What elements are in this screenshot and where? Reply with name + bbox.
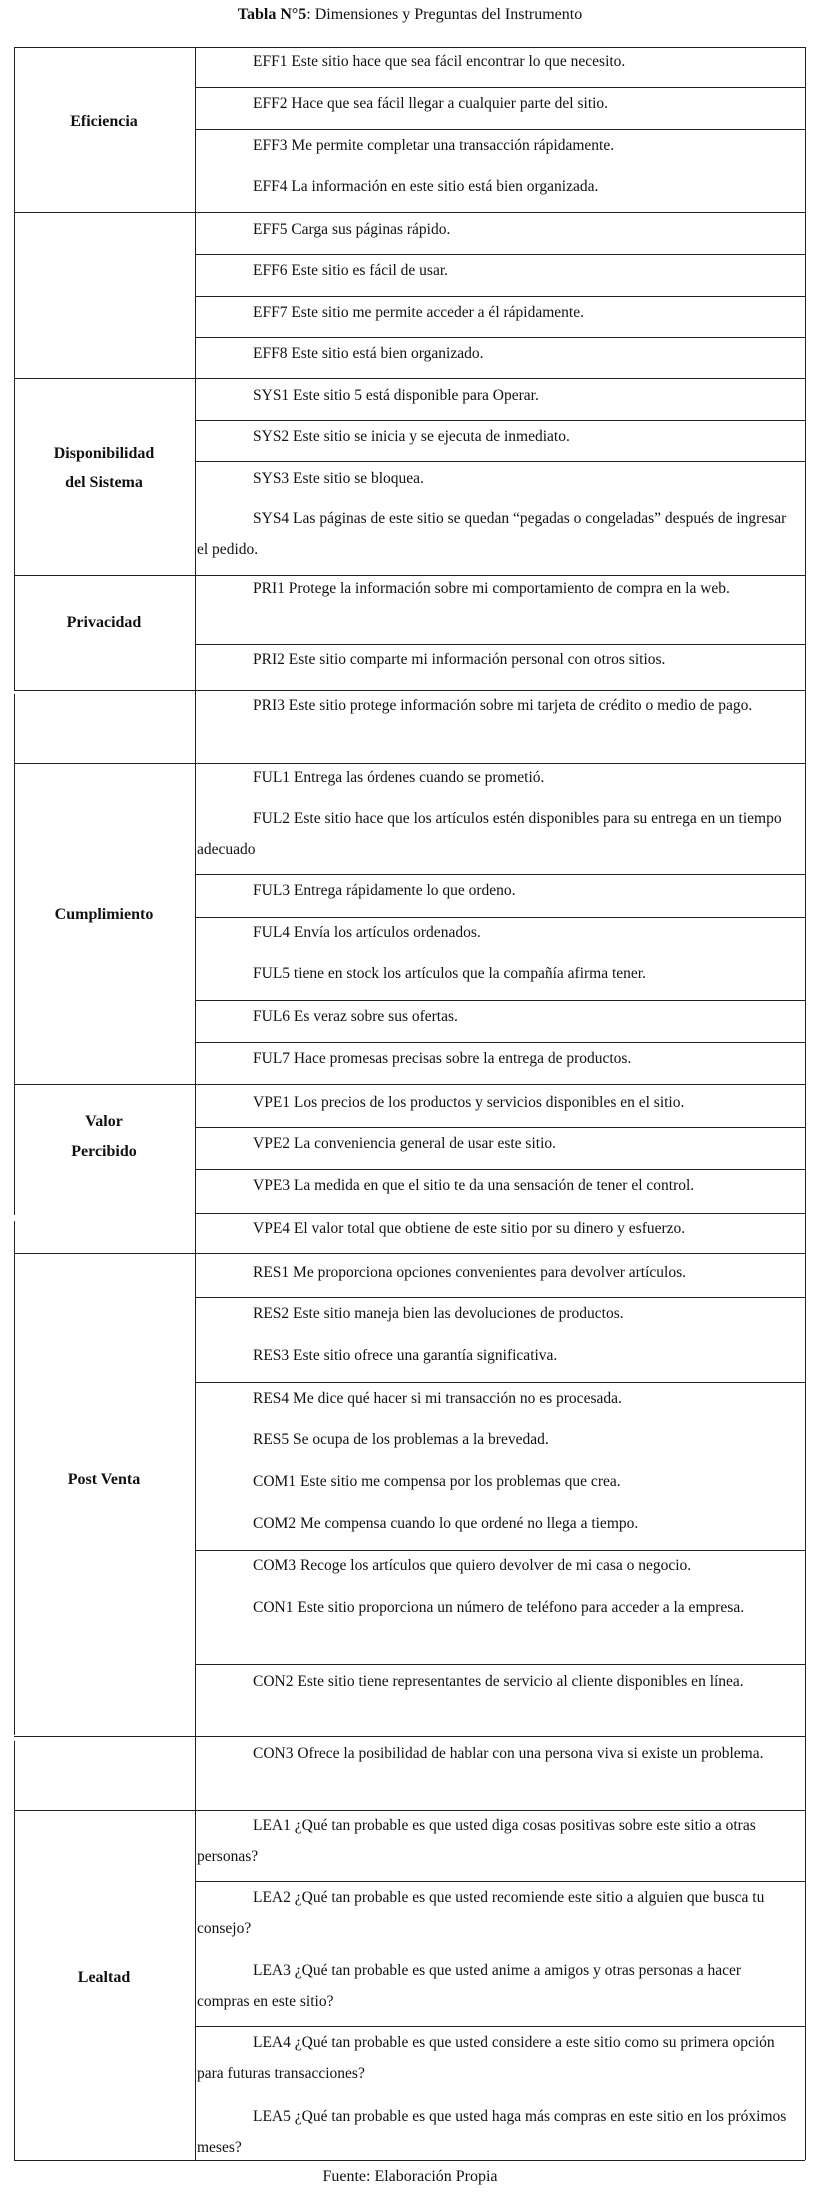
item-statement: RES3 Este sitio ofrece una garantía significativa. — [253, 1347, 558, 1364]
item-text — [197, 1508, 797, 1539]
item-text — [197, 503, 797, 565]
item-text — [197, 1666, 797, 1697]
item-text — [197, 917, 797, 948]
item-text — [197, 463, 797, 494]
item-text — [197, 214, 797, 245]
item-text — [197, 1955, 797, 2017]
dimension-rule — [14, 212, 805, 213]
item-statement: COM3 Recoge los artículos que quiero devolver de mi casa o negocio. — [253, 1557, 692, 1574]
item-statement: COM1 Este sitio me compensa por los problemas que crea. — [253, 1473, 621, 1490]
item-text — [197, 1882, 797, 1944]
item-text — [197, 1383, 797, 1414]
item-text — [197, 171, 797, 202]
item-statement: PRI2 Este sitio comparte mi información personal con otros sitios. — [253, 651, 666, 668]
item-text — [197, 88, 797, 119]
dimension-label: Percibido — [71, 1143, 137, 1160]
item-text — [197, 573, 797, 604]
item-text — [197, 762, 797, 793]
table-border — [805, 47, 806, 2160]
item-statement: FUL4 Envía los artículos ordenados. — [253, 924, 481, 941]
dimension-label: Cumplimiento — [54, 906, 154, 923]
item-text — [197, 1170, 797, 1201]
item-text — [197, 130, 797, 161]
item-text — [197, 1738, 797, 1769]
item-rule — [195, 461, 805, 462]
item-statement: LEA1 ¿Qué tan probable es que usted diga cosas positivas sobre este sitio a otras personas? — [197, 1817, 756, 1865]
item-text — [197, 1466, 797, 1497]
item-text — [197, 1257, 797, 1288]
dimension-label: Privacidad — [66, 614, 142, 631]
item-text — [197, 1810, 797, 1872]
dimension-label: Post Venta — [67, 1471, 141, 1488]
item-statement: VPE2 La conveniencia general de usar este sitio. — [253, 1135, 556, 1152]
item-statement: PRI1 Protege la información sobre mi comportamiento de compra en la web. — [253, 580, 730, 597]
item-statement: EFF5 Carga sus páginas rápido. — [253, 221, 451, 238]
item-text — [197, 803, 797, 865]
item-text — [197, 297, 797, 328]
item-statement: SYS2 Este sitio se inicia y se ejecuta de inmediato. — [253, 428, 570, 445]
dimension-rule — [14, 378, 805, 379]
item-statement: EFF2 Hace que sea fácil llegar a cualquier parte del sitio. — [253, 95, 609, 112]
item-statement: FUL7 Hace promesas precisas sobre la entrega de productos. — [253, 1050, 632, 1067]
item-text — [197, 644, 797, 675]
item-statement: RES4 Me dice qué hacer si mi transacción no es procesada. — [253, 1390, 622, 1407]
item-statement: LEA4 ¿Qué tan probable es que usted considere a este sitio como su primera opción para futuras transacciones? — [197, 2034, 775, 2082]
item-statement: PRI3 Este sitio protege información sobre mi tarjeta de crédito o medio de pago. — [253, 697, 753, 714]
item-text — [197, 1592, 797, 1623]
item-rule — [195, 1664, 805, 1665]
item-statement: SYS1 Este sitio 5 está disponible para Operar. — [253, 387, 539, 404]
item-text — [197, 958, 797, 989]
table-caption: : Dimensiones y Preguntas del Instrumento — [306, 6, 583, 23]
item-statement: CON2 Este sitio tiene representantes de servicio al cliente disponibles en línea. — [253, 1673, 744, 1690]
table-number: Tabla N°5 — [237, 6, 307, 23]
item-text — [197, 421, 797, 452]
item-text — [197, 380, 797, 411]
table-border — [14, 1741, 15, 2160]
item-statement: EFF3 Me permite completar una transacción rápidamente. — [253, 137, 615, 154]
item-text — [197, 1087, 797, 1118]
item-text — [197, 690, 797, 721]
item-statement: LEA3 ¿Qué tan probable es que usted anime a amigos y otras personas a hacer compras en este sitio? — [197, 1962, 742, 2010]
dimension-rule — [14, 1084, 805, 1085]
item-text — [197, 1550, 797, 1581]
item-statement: FUL3 Entrega rápidamente lo que ordeno. — [253, 882, 516, 899]
dimension-label: Valor — [85, 1113, 123, 1130]
item-statement: LEA2 ¿Qué tan probable es que usted recomiende este sitio a alguien que busca tu consejo? — [197, 1889, 765, 1937]
item-text — [197, 1128, 797, 1159]
dimension-label: Lealtad — [77, 1969, 131, 1986]
item-statement: FUL5 tiene en stock los artículos que la compañía afirma tener. — [253, 965, 646, 982]
item-statement: EFF6 Este sitio es fácil de usar. — [253, 262, 449, 279]
item-statement: LEA5 ¿Qué tan probable es que usted haga más compras en este sitio en los próximos meses? — [197, 2108, 787, 2156]
item-statement: RES5 Se ocupa de los problemas a la brevedad. — [253, 1431, 549, 1448]
item-statement: CON3 Ofrece la posibilidad de hablar con una persona viva si existe un problema. — [253, 1745, 764, 1762]
item-text — [197, 875, 797, 906]
table-border — [14, 47, 15, 691]
item-statement: EFF7 Este sitio me permite acceder a él rápidamente. — [253, 304, 584, 321]
item-statement: RES1 Me proporciona opciones convenientes para devolver artículos. — [253, 1264, 687, 1281]
column-divider — [195, 47, 196, 2160]
item-statement: CON1 Este sitio proporciona un número de teléfono para acceder a la empresa. — [253, 1599, 745, 1616]
dimension-rule — [14, 1736, 805, 1737]
item-statement: VPE4 El valor total que obtiene de este sitio por su dinero y esfuerzo. — [253, 1220, 686, 1237]
item-statement: FUL2 Este sitio hace que los artículos estén disponibles para su entrega en un tiempo adecuado — [197, 810, 782, 858]
item-text — [197, 2027, 797, 2089]
item-statement: SYS3 Este sitio se bloquea. — [253, 470, 424, 487]
item-text — [197, 1340, 797, 1371]
item-statement: EFF4 La información en este sitio está bien organizada. — [253, 178, 599, 195]
item-statement: VPE1 Los precios de los productos y servicios disponibles en el sitio. — [253, 1094, 685, 1111]
item-text — [197, 1213, 797, 1244]
item-statement: RES2 Este sitio maneja bien las devoluciones de productos. — [253, 1305, 624, 1322]
item-text — [197, 255, 797, 286]
item-statement: FUL6 Es veraz sobre sus ofertas. — [253, 1008, 458, 1025]
item-text — [197, 1298, 797, 1329]
item-statement: COM2 Me compensa cuando lo que ordené no llega a tiempo. — [253, 1515, 639, 1532]
item-text — [197, 1424, 797, 1455]
dimension-rule — [14, 1253, 805, 1254]
source-note: Fuente: Elaboración Propia — [322, 2168, 498, 2185]
item-statement: VPE3 La medida en que el sitio te da una sensación de tener el control. — [253, 1177, 695, 1194]
item-text — [197, 338, 797, 369]
table-title — [0, 6, 820, 24]
item-statement: EFF1 Este sitio hace que sea fácil encontrar lo que necesito. — [253, 53, 626, 70]
item-statement: EFF8 Este sitio está bien organizado. — [253, 345, 484, 362]
dimension-label: Eficiencia — [70, 113, 138, 130]
item-text — [197, 1043, 797, 1074]
dimension-label: del Sistema — [65, 474, 143, 491]
item-statement: SYS4 Las páginas de este sitio se quedan “pegadas o congeladas” después de ingresar el pedido. — [197, 510, 787, 558]
item-text — [197, 2101, 797, 2163]
item-text — [197, 46, 797, 77]
dimension-label: Disponibilidad — [53, 445, 155, 462]
item-text — [197, 1001, 797, 1032]
item-statement: FUL1 Entrega las órdenes cuando se prometió. — [253, 769, 545, 786]
